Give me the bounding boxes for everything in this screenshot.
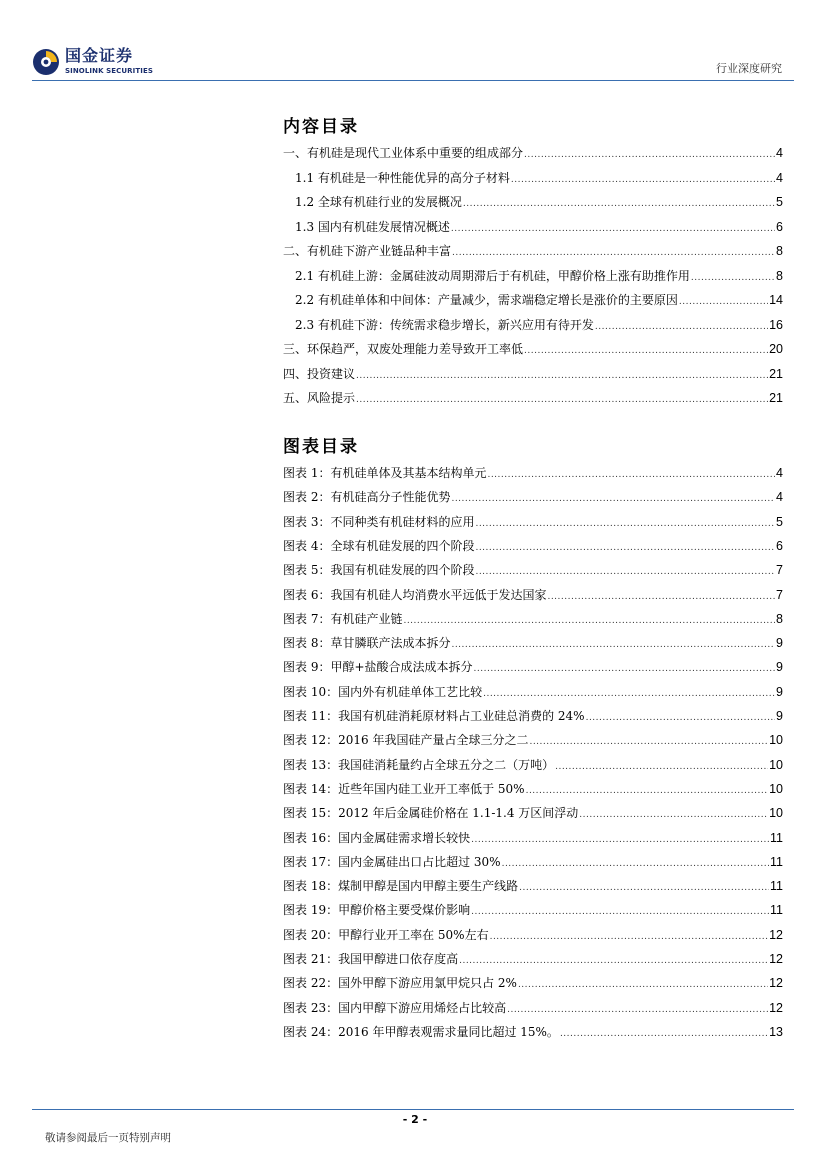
figure-entry-page: 11 [770, 903, 783, 918]
figure-entry[interactable] [283, 901, 783, 921]
figure-entry[interactable] [283, 974, 783, 994]
dot-leader [519, 883, 769, 893]
figure-entry-page: 9 [776, 709, 783, 723]
figure-entry-label: 图表 21：我国甲醇进口依存度高 [283, 952, 459, 966]
dot-leader [475, 567, 775, 577]
figure-entry-page: 11 [770, 830, 783, 845]
toc-title: 内容目录 [283, 117, 359, 137]
figure-entry-page: 12 [769, 1000, 783, 1015]
figure-entry-label: 图表 15：2012 年后金属硅价格在 1.1-1.4 万区间浮动 [283, 806, 579, 821]
sinolink-logo-icon [32, 48, 60, 76]
figure-entry-label: 图表 7：有机硅产业链 [283, 611, 403, 626]
dot-leader [471, 835, 769, 845]
toc-entry-page: 8 [776, 244, 783, 258]
figure-entry-label: 图表 4：全球有机硅发展的四个阶段 [283, 538, 475, 553]
toc-entry-page: 4 [776, 146, 783, 160]
toc-entry[interactable] [283, 144, 783, 164]
figure-entry-page: 11 [770, 879, 783, 894]
dot-leader [451, 640, 775, 650]
figure-entry[interactable] [283, 683, 783, 703]
toc-entry-page: 8 [776, 268, 783, 283]
dot-leader [595, 322, 768, 332]
toc-entry-page: 6 [776, 219, 783, 234]
header-divider [32, 80, 794, 81]
figure-entry-label: 图表 22：国外甲醇下游应用氯甲烷只占 2% [283, 976, 517, 991]
company-logo [32, 48, 162, 78]
figure-entry[interactable] [283, 829, 783, 849]
figure-entry-page: 4 [776, 466, 783, 480]
toc-entry-label: 2.3 有机硅下游：传统需求稳步增长，新兴应用有待开发 [295, 317, 594, 332]
figure-entry[interactable] [283, 513, 783, 533]
figure-entry-label: 图表 8：草甘膦联产法成本拆分 [283, 636, 451, 651]
figure-entry-page: 13 [769, 1024, 783, 1039]
dot-leader [586, 713, 775, 723]
dot-leader [475, 543, 775, 553]
dot-leader [463, 199, 775, 209]
figure-entry-page: 9 [776, 660, 783, 675]
toc-entry-label: 二、有机硅下游产业链品种丰富 [283, 244, 452, 258]
figure-entry[interactable] [283, 926, 783, 946]
figure-entry-label: 图表 5：我国有机硅发展的四个阶段 [283, 563, 475, 578]
figure-entry[interactable] [283, 853, 783, 873]
toc-entry[interactable] [295, 291, 783, 311]
toc-entry-label: 五、风险提示 [283, 391, 356, 405]
figure-entry-page: 10 [769, 781, 783, 796]
toc-entry-page: 21 [769, 366, 783, 381]
dot-leader [356, 395, 768, 405]
figure-entry-label: 图表 11：我国有机硅消耗原材料占工业硅总消费的 24% [283, 709, 585, 723]
figure-entry-label: 图表 24：2016 年甲醇表观需求量同比超过 15%。 [283, 1024, 559, 1039]
dot-leader [356, 371, 768, 381]
figure-entry-label: 图表 12：2016 年我国硅产量占全球三分之二 [283, 733, 529, 748]
figure-entry-page: 5 [776, 514, 783, 529]
figure-entry[interactable] [283, 877, 783, 897]
dot-leader [502, 859, 769, 869]
figure-entry-page: 10 [769, 733, 783, 748]
figure-entry-page: 4 [776, 490, 783, 505]
figure-entry-page: 10 [769, 806, 783, 821]
report-type-label: 行业深度研究 [716, 62, 782, 75]
figure-entry-page: 12 [769, 976, 783, 991]
figure-entry-label: 图表 19：甲醇价格主要受煤价影响 [283, 903, 471, 918]
dot-leader [560, 1029, 768, 1039]
figure-entry[interactable] [283, 780, 783, 800]
logo-chinese-name: 国金证券 [65, 46, 134, 65]
dot-leader [555, 762, 768, 772]
toc-entry[interactable] [295, 218, 783, 238]
figure-entry-page: 11 [770, 854, 783, 869]
figure-entry-page: 9 [776, 684, 783, 699]
toc-entry[interactable] [295, 193, 783, 213]
toc-entry-page: 4 [776, 170, 783, 185]
toc-entry[interactable] [283, 365, 783, 385]
page-header [0, 0, 827, 85]
toc-entry-label: 三、环保趋严，双废处理能力差导致开工率低 [283, 342, 524, 356]
dot-leader [483, 689, 775, 699]
figure-entry-page: 9 [776, 636, 783, 651]
dot-leader [452, 248, 775, 258]
figure-entry-label: 图表 10：国内外有机硅单体工艺比较 [283, 684, 483, 699]
dot-leader [518, 980, 768, 990]
figure-entry-label: 图表 17：国内金属硅出口占比超过 30% [283, 854, 501, 869]
figure-entry[interactable] [283, 756, 783, 776]
toc-entry[interactable] [295, 316, 783, 336]
dot-leader [691, 273, 775, 283]
dot-leader [471, 907, 769, 917]
figure-entry-label: 图表 2：有机硅高分子性能优势 [283, 490, 451, 505]
figure-entry-label: 图表 16：国内金属硅需求增长较快 [283, 830, 471, 845]
figures-title: 图表目录 [283, 437, 359, 457]
dot-leader [475, 519, 775, 529]
figure-entry[interactable] [283, 488, 783, 508]
dot-leader [524, 346, 768, 356]
dot-leader [579, 810, 768, 820]
dot-leader [529, 737, 768, 747]
figure-entry[interactable] [283, 804, 783, 824]
dot-leader [526, 786, 769, 796]
dot-leader [451, 224, 775, 234]
page-number: - 2 - [402, 1113, 428, 1126]
toc-entry[interactable] [295, 267, 783, 287]
figure-entry-page: 8 [776, 611, 783, 626]
figure-entry-page: 6 [776, 538, 783, 553]
figure-entry-label: 图表 14：近些年国内硅工业开工率低于 50% [283, 781, 525, 796]
toc-entry-label: 2.2 有机硅单体和中间体：产量减少，需求端稳定增长是涨价的主要原因 [295, 293, 678, 307]
toc-entry-page: 5 [776, 195, 783, 209]
figure-entry-label: 图表 18：煤制甲醇是国内甲醇主要生产线路 [283, 879, 519, 894]
toc-entry[interactable] [283, 389, 783, 409]
toc-entry-label: 1.2 全球有机硅行业的发展概况 [295, 195, 462, 209]
dot-leader [474, 664, 776, 674]
figure-entry[interactable] [283, 610, 783, 630]
toc-entry-page: 20 [769, 342, 783, 356]
figure-entry-page: 7 [776, 587, 783, 602]
figure-entry-page: 7 [776, 563, 783, 578]
toc-entry-page: 14 [769, 293, 783, 307]
figure-entry[interactable] [283, 586, 783, 606]
dot-leader [547, 592, 775, 602]
figure-entry-label: 图表 20：甲醇行业开工率在 50%左右 [283, 927, 489, 942]
figure-entry-label: 图表 6：我国有机硅人均消费水平远低于发达国家 [283, 587, 547, 602]
dot-leader [507, 1005, 768, 1015]
toc-entry-page: 16 [769, 317, 783, 332]
disclaimer-text: 敬请参阅最后一页特别声明 [45, 1132, 171, 1144]
figure-entry[interactable] [283, 464, 783, 484]
dot-leader [524, 150, 775, 160]
figure-entry-page: 12 [769, 927, 783, 942]
figure-entry[interactable] [283, 634, 783, 654]
toc-entry-label: 四、投资建议 [283, 366, 356, 381]
figure-entry[interactable] [283, 999, 783, 1019]
figure-entry[interactable] [283, 950, 783, 970]
toc-entry-page: 21 [769, 391, 783, 405]
dot-leader [451, 494, 775, 504]
figure-entry-label: 图表 9：甲醇+盐酸合成法成本拆分 [283, 660, 473, 675]
dot-leader [403, 616, 775, 626]
logo-english-name: SINOLINK SECURITIES [65, 67, 153, 75]
dot-leader [459, 956, 768, 966]
figure-entry-label: 图表 13：我国硅消耗量约占全球五分之二（万吨） [283, 757, 555, 772]
figure-entry[interactable] [283, 658, 783, 678]
dot-leader [487, 470, 775, 480]
figure-entry-label: 图表 1：有机硅单体及其基本结构单元 [283, 466, 487, 480]
dot-leader [490, 932, 769, 942]
toc-entry[interactable] [283, 340, 783, 360]
toc-entry-label: 1.1 有机硅是一种性能优异的高分子材料 [295, 170, 510, 185]
toc-entry-label: 一、有机硅是现代工业体系中重要的组成部分 [283, 146, 524, 160]
figure-entry-page: 10 [769, 757, 783, 772]
toc-entry-label: 2.1 有机硅上游：金属硅波动周期滞后于有机硅，甲醇价格上涨有助推作用 [295, 268, 690, 283]
figure-entry-label: 图表 23：国内甲醇下游应用烯烃占比较高 [283, 1000, 507, 1015]
figure-entry[interactable] [283, 537, 783, 557]
figure-entry[interactable] [283, 707, 783, 727]
figure-entry-page: 12 [769, 952, 783, 966]
figure-entry[interactable] [283, 561, 783, 581]
figure-entry[interactable] [283, 1023, 783, 1043]
toc-entry[interactable] [295, 169, 783, 189]
toc-entry[interactable] [283, 242, 783, 262]
footer-divider [32, 1109, 794, 1110]
dot-leader [679, 297, 768, 307]
dot-leader [511, 175, 775, 185]
figure-entry-label: 图表 3：不同种类有机硅材料的应用 [283, 514, 475, 529]
figure-entry[interactable] [283, 731, 783, 751]
toc-entry-label: 1.3 国内有机硅发展情况概述 [295, 219, 450, 234]
